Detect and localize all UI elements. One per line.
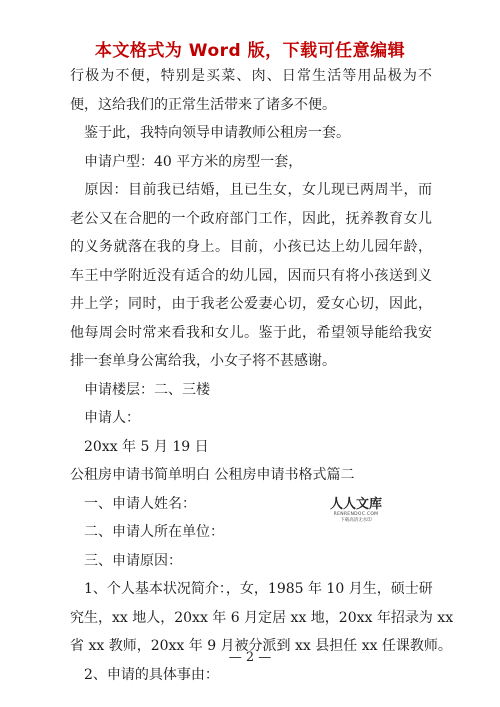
text-line: 二、申请人所在单位： [70,524,224,540]
text-line: 便，这给我们的正常生活带来了诸多不便。 [70,96,336,113]
text-line: 一、申请人姓名： [70,495,196,512]
text-line: 三、申请原因： [70,552,182,569]
text-line: 老公又在合肥的一个政府部门工作，因此，抚养教育女儿 [70,210,432,227]
document-body [70,62,454,689]
text-line: 公租房申请书简单明白 公租房申请书格式篇二 [70,467,355,483]
text-line: 车王中学附近没有适合的幼儿园，因而只有将小孩送到义 [70,267,432,284]
text-line: 1、个人基本状况简介：，女，1985 年 10 月生，硕士研 [70,581,433,597]
text-line: 申请户型：40 平方米的房型一套， [70,153,303,170]
text-line: 究生，xx 地人，20xx 年 6 月定居 xx 地，20xx 年招录为 xx [70,609,454,626]
text-line: 申请楼层：二、三楼 [70,381,210,398]
text-line: 2、申请的具体事由： [70,666,219,683]
text-line: 行极为不便，特别是买菜、肉、日常生活等用品极为不 [70,68,432,84]
text-line: 申请人： [70,410,140,426]
text-line: 的义务就落在我的身上。目前，小孩已达上幼儿园年龄， [70,239,432,255]
text-line: 鉴于此，我特向领导申请教师公租房一套。 [70,125,350,141]
page-number: — 2 — [228,650,272,665]
text-line: 井上学；同时，由于我老公爱妻心切，爱女心切，因此， [70,296,432,312]
text-line: 他每周会时常来看我和女儿。鉴于此，希望领导能给我安 [70,324,432,341]
watermark-title: 人人文库 [329,497,382,512]
text-line: 原因：目前我已结婚，且已生女，女儿现已两周半，而 [70,182,432,198]
text-line: 省 xx 教师，20xx 年 9 月被分派到 xx 县担任 xx 任课教师。 [70,638,452,654]
text-line: 排一套单身公寓给我，小女子将不甚感谢。 [70,353,336,369]
text-line: 20xx 年 5 月 19 日 [70,438,209,455]
download-banner: 本文格式为 Word 版，下载可任意编辑 [94,41,406,61]
watermark-logo [326,498,386,524]
watermark-tagline: 下载高清无水印 [340,518,372,523]
watermark-url: RENRENDOC.COM [333,512,379,517]
